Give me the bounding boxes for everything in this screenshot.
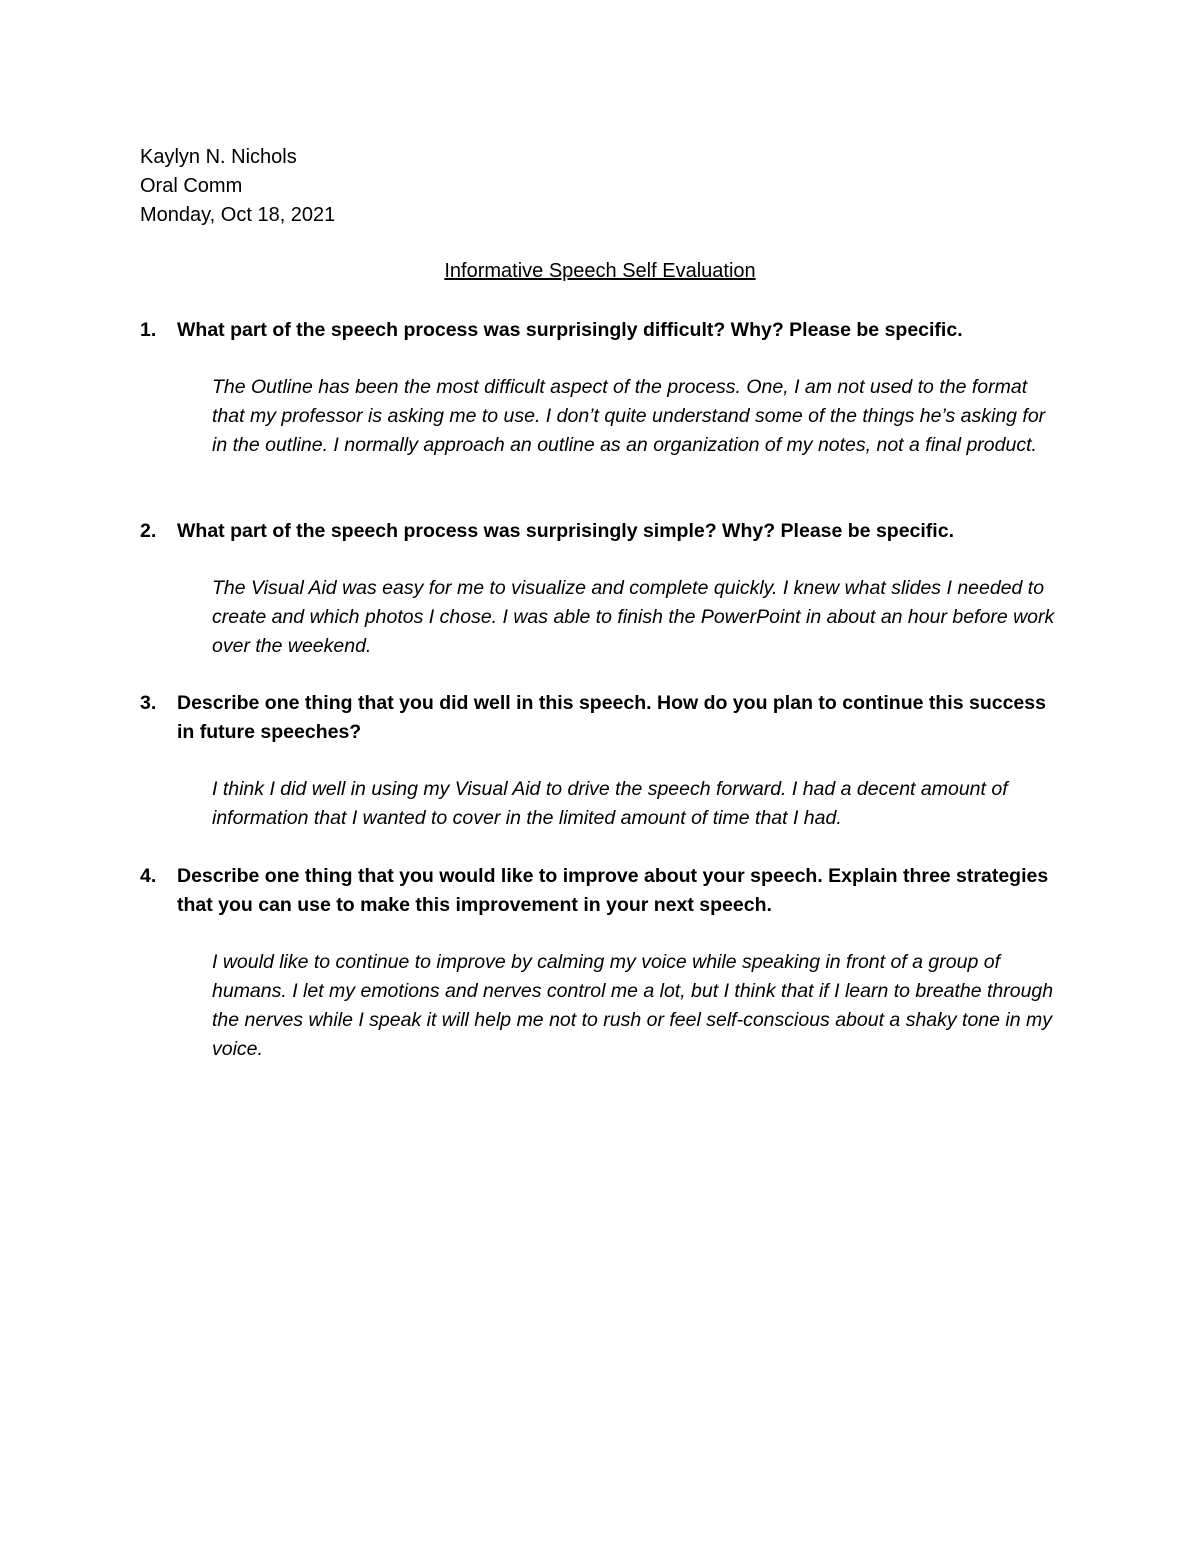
- question-text: What part of the speech process was surprisingly simple? Why? Please be specific.: [177, 520, 954, 542]
- document-date: Monday, Oct 18, 2021: [140, 204, 336, 226]
- question-number: 4.: [140, 865, 157, 887]
- question-number: 2.: [140, 520, 157, 542]
- question-2: [140, 517, 1060, 546]
- answer-3: I think I did well in using my Visual Aid to drive the speech forward. I had a decent amount of information that I wanted to cover in the limited amount of time that I had.: [212, 778, 1008, 829]
- question-text: Describe one thing that you did well in this speech. How do you plan to continue this success in future speeches?: [177, 692, 1046, 743]
- question-1: [140, 316, 1060, 345]
- answer-4: I would like to continue to improve by calming my voice while speaking in front of a group of humans. I let my emotions and nerves control me a lot, but I think that if I learn to breathe through the nerves while I speak it will help me not to rush or feel self-conscious about a shaky tone in my voice.: [212, 951, 1054, 1060]
- question-text: What part of the speech process was surprisingly difficult? Why? Please be specific.: [177, 319, 963, 341]
- document-title: Informative Speech Self Evaluation: [444, 260, 756, 282]
- question-text: Describe one thing that you would like to improve about your speech. Explain three strategies that you can use to make this improvement in your next speech.: [177, 865, 1049, 916]
- course-name: Oral Comm: [140, 175, 243, 197]
- question-number: 3.: [140, 692, 157, 714]
- question-3: [140, 689, 1060, 747]
- answer-1: The Outline has been the most difficult aspect of the process. One, I am not used to the format that my professor is asking me to use. I don’t quite understand some of the things he’s asking for in the outline. I normally approach an outline as an organization of my notes, not a final product.: [212, 376, 1046, 456]
- author-name: Kaylyn N. Nichols: [140, 146, 297, 168]
- question-4: [140, 862, 1060, 920]
- answer-2: The Visual Aid was easy for me to visualize and complete quickly. I knew what slides I needed to create and which photos I chose. I was able to finish the PowerPoint in about an hour before work over the weekend.: [212, 577, 1055, 657]
- document-header: [140, 143, 335, 230]
- question-number: 1.: [140, 319, 157, 341]
